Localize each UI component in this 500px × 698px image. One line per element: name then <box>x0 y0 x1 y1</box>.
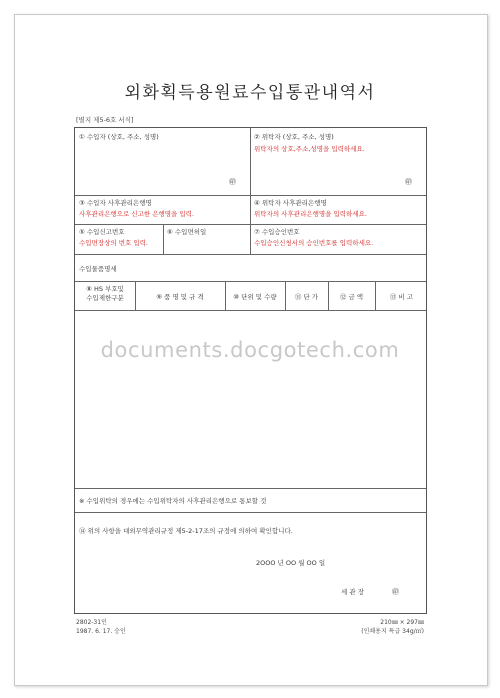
col-amount: ⑫ 금 액 <box>339 293 364 301</box>
footer-approval: 1987. 6. 17. 승인 <box>76 628 126 635</box>
row-line <box>75 512 426 513</box>
col-remarks: ⑬ 비 고 <box>389 293 414 301</box>
col-line <box>135 281 136 310</box>
row-line <box>75 281 426 282</box>
consignor-hint[interactable]: 위탁자의 상호,주소,성명을 입력하세요. <box>254 145 365 153</box>
row-line <box>75 310 426 311</box>
importer-seal: ㊞ <box>229 178 236 186</box>
importer-bank-label: ③ 수입자 사후관리은행명 <box>79 199 152 207</box>
row-line <box>75 488 426 489</box>
row-line <box>75 254 426 255</box>
approval-no-hint[interactable]: 수입승인신청서의 승인번호를 입력하세요. <box>254 239 374 247</box>
col-item-name: ⑨ 품 명 및 규 격 <box>156 293 204 301</box>
importer-label: ① 수입자 (상호, 주소, 성명) <box>79 133 159 141</box>
customs-signer: 세 관 장 <box>341 588 364 596</box>
importer-bank-hint[interactable]: 사후관리은행으로 신고한 은행명을 입력. <box>79 210 195 218</box>
form-number: [별지 제5-6호 서식] <box>76 116 134 124</box>
col-unit-qty: ⑩ 단위 및 수량 <box>233 293 277 301</box>
consignment-note: ※ 수입위탁의 경우에는 수입위탁자의 사후관리은행으로 통보할 것 <box>79 497 267 505</box>
item-section-label: 수입물품명세 <box>79 265 117 273</box>
signer-seal: ㊞ <box>392 588 399 596</box>
col-line <box>250 224 251 254</box>
confirmation-date: 2OOO 년 OO 월 OO 일 <box>256 559 326 567</box>
footer-paper: (인쇄용지 특급 34g/㎡) <box>361 628 424 635</box>
consignor-seal: ㊞ <box>405 178 412 186</box>
footer-size: 210㎜ × 297㎜ <box>380 619 424 626</box>
license-date-label: ⑥ 수입면허일 <box>167 228 207 236</box>
consignor-label: ② 위탁자 (상호, 주소, 성명) <box>254 133 334 141</box>
document-title: 외화획득용원료수입통관내역서 <box>124 83 376 103</box>
confirmation-text: ⑭ 위의 사항을 대외무역관리규정 제5-2-17조의 규정에 의하여 확인합니다. <box>79 527 293 535</box>
footer-code: 2802-31인 <box>76 619 107 626</box>
watermark: documents.docgotech.com <box>100 338 400 362</box>
col-line <box>163 224 164 254</box>
consignor-bank-hint[interactable]: 위탁자의 사후관리은행명을 입력하세요. <box>254 210 367 218</box>
approval-no-label: ⑦ 수입승인번호 <box>254 228 300 236</box>
col-hs-code: ⑧ HS 부호및 수입제한구분 <box>86 285 124 302</box>
declaration-no-hint[interactable]: 수입면장상의 번호 입력. <box>79 239 148 247</box>
form-table <box>74 127 427 614</box>
consignor-bank-label: ④ 위탁자 사후관리은행명 <box>254 199 327 207</box>
col-unit-price: ⑪ 단 가 <box>294 293 319 301</box>
declaration-no-label: ⑤ 수입신고번호 <box>79 228 125 236</box>
